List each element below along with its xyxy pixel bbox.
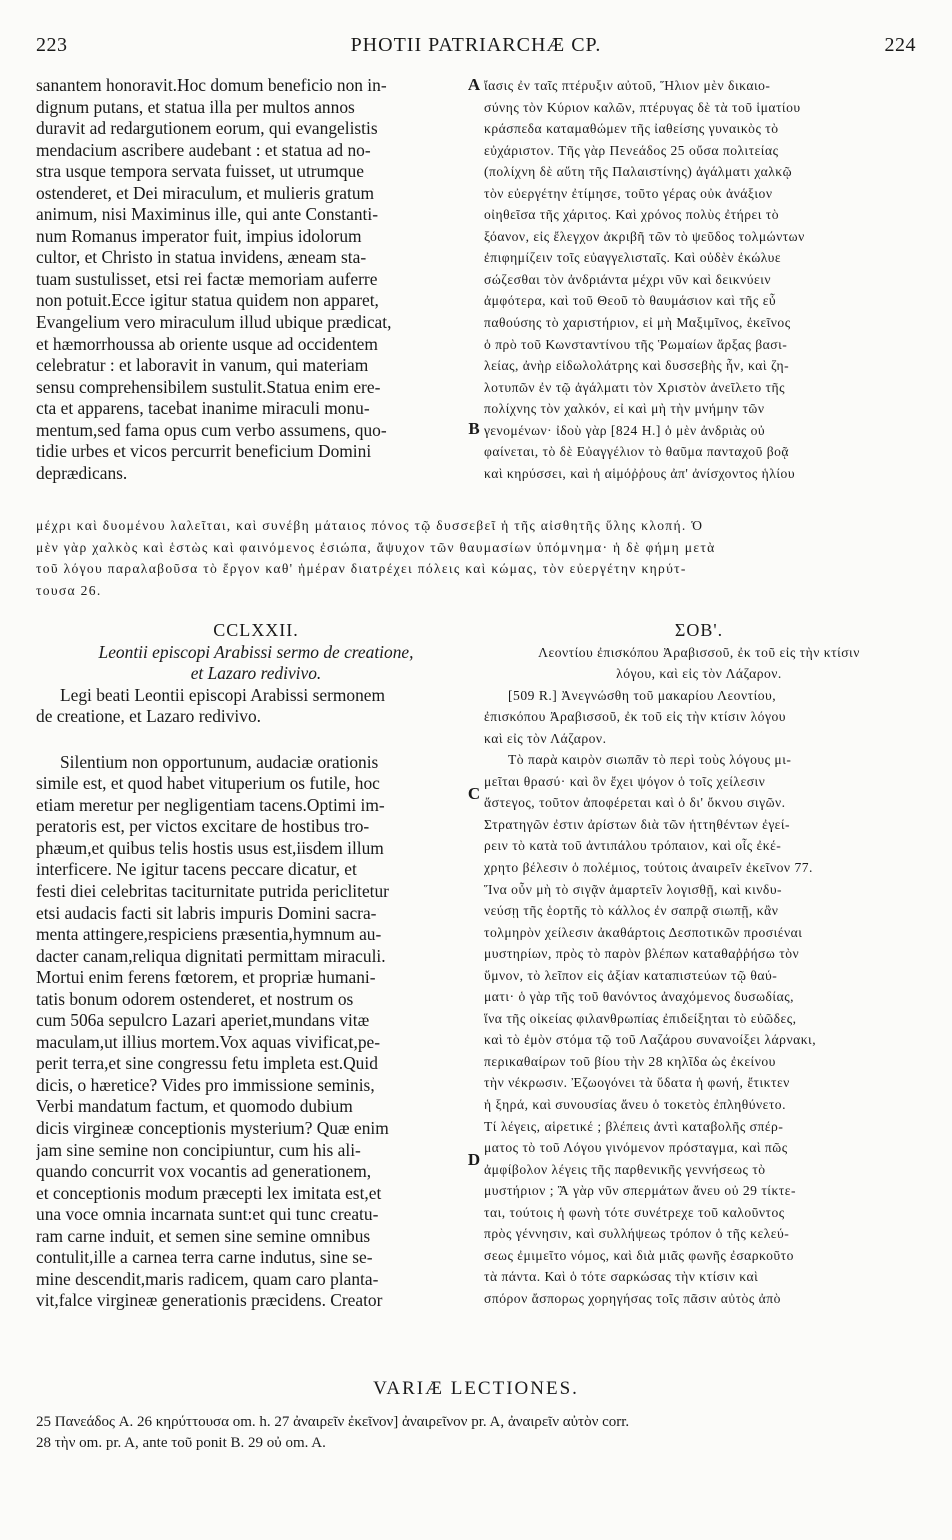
latin-line: perit terra,et sine congressu fetu impleta est.Quid bbox=[36, 1053, 378, 1074]
greek-line: μεῖται θρασύ· καὶ ὃν ἔχει ψόγον ὁ τοῖς χείλεσιν bbox=[484, 773, 766, 789]
greek-line: μυστήριον ; Ἃ γὰρ νῦν σπερμάτων ἄνευ οὐ 29 τίκτε- bbox=[484, 1183, 796, 1199]
greek-line: Τὸ παρὰ καιρὸν σιωπᾶν τὸ περὶ τοὺς λόγους μι- bbox=[508, 752, 792, 768]
latin-chapter-subtitle: et Lazaro redivivo. bbox=[190, 663, 322, 684]
latin-line: dignum putans, et statua illa per multos annos bbox=[36, 96, 355, 117]
greek-intro-line: [509 R.] Ἀνεγνώσθη τοῦ μακαρίου Λεοντίου, bbox=[508, 687, 777, 703]
greek-line: ἄστεγος, τοῦτον ἀποφέρεται καὶ ὁ δι' ὄκνου σιγῶν. bbox=[484, 795, 786, 811]
greek-line: σεως ἐμιμεῖτο νόμος, καὶ διὰ μιᾶς φωνῆς ἐσαρκοῦτο bbox=[484, 1247, 794, 1263]
greek-line: σώζεσθαι τὸν ἀνδριάντα μέχρι νῦν καὶ δεικνύειν bbox=[484, 271, 772, 287]
latin-line: mendacium ascribere audebant : et statua ad no- bbox=[36, 139, 371, 160]
latin-line: tidie urbes et vicos percurrit beneficium Domini bbox=[36, 441, 372, 462]
latin-line: jam sine semine non concipiuntur, cum his ali- bbox=[36, 1139, 361, 1160]
greek-full-line: τουσα 26. bbox=[36, 582, 102, 598]
latin-chapter-heading: CCLXXII. bbox=[213, 620, 299, 640]
column-marker-d: D bbox=[467, 1150, 481, 1169]
latin-line: Mortui enim ferens fœtorem, et propriæ humani- bbox=[36, 967, 376, 988]
greek-line: καὶ κηρύσσει, καὶ ἡ αἱμόῤῥους ἀπ' ἀνίσχοντος ἡλίου bbox=[484, 465, 796, 481]
greek-line: (πολίχνη δὲ αὕτη τῆς Παλαιστίνης) ἀγάλματι χαλκῷ bbox=[484, 164, 793, 180]
greek-line: φαίνεται, τὸ δὲ Εὐαγγέλιον τὸ θαῦμα πανταχοῦ βοᾷ bbox=[484, 444, 790, 460]
latin-line: festi diei celebritas taciturnitate putrida periclitetur bbox=[36, 881, 389, 902]
greek-line: ματος τὸ τοῦ Λόγου γινόμενον πρόσταγμα, καὶ πῶς bbox=[484, 1140, 788, 1156]
greek-full-line: τοῦ λόγου παραλαβοῦσα τὸ ἔργον καθ' ἡμέραν διατρέχει πόλεις καὶ κώμας, τὸν εὐεργέτην κηρύτ- bbox=[36, 561, 687, 577]
greek-line: λοτυπῶν ἐν τῷ ἀγάλματι τὸν Χριστὸν ἀνεῖλετο τῆς bbox=[484, 379, 786, 395]
latin-line: dicis virgineæ conceptionis mysterium? Quæ enim bbox=[36, 1118, 389, 1139]
latin-line: sensu comprehensibilem sustulit.Statua enim ere- bbox=[36, 376, 381, 397]
greek-intro-line: καὶ εἰς τὸν Λάζαρον. bbox=[484, 730, 607, 746]
latin-chapter-subtitle: Leontii episcopi Arabissi sermo de creatione, bbox=[98, 641, 414, 662]
latin-line: duravit ad redargutionem eorum, qui evangelistis bbox=[36, 118, 378, 139]
greek-line: ἐπιφημίζειν τοῖς εὐαγγελισταῖς. Καὶ οὐδὲν ἐκώλυε bbox=[484, 250, 782, 266]
latin-line: animum, nisi Maximinus ille, qui ante Constanti- bbox=[36, 204, 378, 225]
greek-column-top bbox=[484, 75, 914, 484]
latin-line: cum 506a sepulcro Lazari aperiet,mundans vitæ bbox=[36, 1010, 370, 1031]
greek-line: τολμηρὸν χείλεσιν ἀκαθάρτοις Δεσποτικῶν προσιέναι bbox=[484, 924, 803, 940]
page-header bbox=[36, 34, 916, 62]
latin-line: Silentium non opportunum, audaciæ orationis bbox=[60, 751, 379, 772]
latin-line: dicis, o hæretice? Vides pro immissione seminis, bbox=[36, 1074, 375, 1095]
latin-line: Evangelium vero miraculum illud ubique prædicat, bbox=[36, 312, 392, 333]
latin-line: etiam meretur per negligentiam tacens.Optimi im- bbox=[36, 794, 385, 815]
latin-line: mine descendit,maris radicem, quam caro planta- bbox=[36, 1268, 379, 1289]
greek-line: χρητο βέλεσιν ὁ πολέμιος, τούτοις ἀναιρεῖν ἐκεῖνον 77. bbox=[484, 860, 813, 876]
latin-line: una voce omnia incarnata sunt:et qui tunc creatu- bbox=[36, 1204, 379, 1225]
column-marker-c: C bbox=[467, 784, 481, 803]
latin-line: Verbi mandatum factum, et quomodo dubium bbox=[36, 1096, 353, 1117]
greek-column-bottom bbox=[484, 620, 914, 1310]
greek-line: Στρατηγῶν ἐστιν ἀρίστων διὰ τῶν ἡττηθέντων ἐγεί- bbox=[484, 816, 791, 832]
greek-line: σπόρον ἄσπορως χορηγήσας τοῖς πᾶσιν αὐτὸς ἀπὸ bbox=[484, 1290, 781, 1306]
latin-line: ram carne induit, et semen sine semine omnibus bbox=[36, 1225, 371, 1246]
greek-line: ὕμνον, τὸ λεῖπον εἰς ἀξίαν καταπιστεύων τῷ θαύ- bbox=[484, 967, 778, 983]
latin-line: dacter canam,reliqua dignitati permittam miraculi. bbox=[36, 945, 386, 966]
latin-line: cta et apparens, tacebat inanime miraculi monu- bbox=[36, 398, 370, 419]
latin-line: quando concurrit vox vocantis ad generationem, bbox=[36, 1161, 372, 1182]
latin-line: num Romanus imperator fuit, impius idolorum bbox=[36, 225, 362, 246]
greek-line: γενομένων· ἰδοὺ γὰρ [824 H.] ὁ μὲν ἀνδριὰς οὐ bbox=[484, 422, 766, 438]
latin-line: vit,falce virgineæ generationis præcidens. Creator bbox=[36, 1290, 383, 1311]
latin-intro-line: Legi beati Leontii episcopi Arabissi sermonem bbox=[60, 684, 386, 705]
greek-intro-line: ἐπισκόπου Ἀραβισσοῦ, ἐκ τοῦ εἰς τὴν κτίσιν λόγου bbox=[484, 709, 787, 725]
greek-line: ρειν τὸ κατὰ τοῦ ἀντιπάλου τρόπαιον, καὶ οἷς ἐκέ- bbox=[484, 838, 782, 854]
greek-line: σύνης τὸν Κύριον καλῶν, πτέρυγας δὲ τὰ τοῦ ἱματίου bbox=[484, 99, 801, 115]
greek-full-width-block bbox=[36, 515, 916, 601]
latin-line: ostenderet, et Dei miraculum, et mulieris gratum bbox=[36, 182, 375, 203]
greek-line: πρὸς γέννησιν, καὶ συλλήψεως τρόπον ὁ τῆς κελεύ- bbox=[484, 1226, 790, 1242]
greek-line: μυστηρίων, πρὸς τὸ παρὸν βλέπων καταθαῤῥήσω τὸν bbox=[484, 946, 800, 962]
latin-line: phæum,et quibus telis hostis usus est,iisdem illum bbox=[36, 837, 384, 858]
latin-intro-line: de creatione, et Lazaro redivivo. bbox=[36, 706, 261, 727]
latin-line: non potuit.Ecce igitur statua quidem non apparet, bbox=[36, 290, 379, 311]
latin-line: et conceptionis modum præcepti lex imitata est,et bbox=[36, 1182, 382, 1203]
page-number-right: 224 bbox=[884, 34, 916, 56]
greek-line: ξόανον, εἰς ἔλεγχον ἀκριβῆ τῶν τὸ ψεῦδος τολμώντων bbox=[484, 228, 805, 244]
latin-line: peratoris est, per victos excitare de hostibus tro- bbox=[36, 816, 370, 837]
running-title: PHOTII PATRIARCHÆ CP. bbox=[350, 34, 602, 56]
greek-line: ἡ ξηρά, καὶ συνουσίας ἄνευ ὁ τοκετὸς ἐπληθύνετο. bbox=[484, 1097, 786, 1113]
latin-line: celebratur : et laboravit in vanum, qui materiam bbox=[36, 355, 369, 376]
greek-line: λείας, ἀνὴρ εἰδωλολάτρης καὶ δυσσεβὴς ἦν, καὶ ζη- bbox=[484, 358, 790, 374]
latin-line: maculam,ut illius mortem.Vox aquas vivificat,pe- bbox=[36, 1031, 381, 1052]
latin-line: sanantem honoravit.Hoc domum beneficio non in- bbox=[36, 75, 387, 95]
variant-reading-line: 28 τὴν om. pr. A, ante τοῦ ponit B. 29 οὐ om. A. bbox=[36, 1435, 326, 1451]
latin-line: tatis bonum odorem ostenderet, et nostrum os bbox=[36, 988, 354, 1009]
greek-line: Τί λέγεις, αἱρετικέ ; βλέπεις ἀντὶ καταβολῆς σπέρ- bbox=[484, 1118, 784, 1134]
column-marker-b: B bbox=[468, 419, 480, 438]
latin-line: cultor, et Christo in statua invidens, æneam sta- bbox=[36, 247, 367, 268]
greek-line: τὴν νέκρωσιν. Ἐζωογόνει τὰ ὕδατα ἡ φωνή, ἔτικτεν bbox=[484, 1075, 790, 1091]
greek-line: παθούσης τὸ χαριστήριον, εἰ μὴ Μαξιμῖνος, ἐκεῖνος bbox=[484, 315, 791, 331]
greek-line: ἵνα τῆς οἰκείας φιλανθρωπίας ἐπιδείξηται τὸ εὐῶδες, bbox=[484, 1010, 797, 1026]
greek-full-line: μέχρι καὶ δυομένου λαλεῖται, καὶ συνέβη μάταιος πόνος τῷ δυσσεβεῖ ἡ τῆς αἰσθητῆς ὕλης κλοπή. Ὁ bbox=[36, 518, 704, 533]
latin-line: interficere. Ne igitur tacens peccare dicatur, et bbox=[36, 859, 357, 880]
greek-chapter-heading: ΣΟΒ'. bbox=[674, 620, 724, 640]
greek-line: τὸν εὐεργέτην ἐτίμησε, τοῦτο γέρας οὐκ ἀνάξιον bbox=[484, 185, 773, 201]
variae-lectiones-notes bbox=[36, 1412, 916, 1454]
greek-line: οἰηθεῖσα τῆς χάριτος. Καὶ χρόνος πολὺς ἐτήρει τὸ bbox=[484, 207, 780, 223]
greek-line: νεύσῃ τῆς ἑορτῆς τὸ κάλλος ἐν σαπρᾷ σιωπῇ, κἂν bbox=[484, 903, 779, 919]
latin-line: mentum,sed fama opus cum verbo assumens, quo- bbox=[36, 419, 387, 440]
greek-line: Ἵνα οὖν μὴ τὸ σιγᾷν ἁμαρτεῖν λογισθῇ, καὶ κινδυ- bbox=[484, 881, 783, 897]
latin-line: stra usque tempora servata fuisset, ut utrumque bbox=[36, 161, 364, 182]
column-marker-a: A bbox=[467, 75, 481, 94]
greek-line: ματι· ὁ γὰρ τῆς τοῦ θανόντος ἀναχόμενος δυσωδίας, bbox=[484, 989, 794, 1005]
latin-line: et hæmorrhoussa ab oriente usque ad occidentem bbox=[36, 333, 378, 354]
greek-line: ται, τούτοις ἡ φωνὴ τότε συνέτρεχε τοῦ καλοῦντος bbox=[484, 1204, 785, 1220]
latin-column-top bbox=[36, 75, 476, 484]
variae-lectiones-title: VARIÆ LECTIONES. bbox=[373, 1378, 579, 1399]
greek-line: ἀμφίβολον λέγεις τῆς παρθενικῆς γεννήσεως τὸ bbox=[484, 1161, 766, 1177]
latin-line: contulit,ille a carnea terra carne indutus, sine se- bbox=[36, 1247, 373, 1268]
variant-reading-line: 25 Πανεάδος A. 26 κηρύττουσα om. h. 27 ἀναιρεῖν ἐκεῖνον] ἀναιρεῖνον pr. A, ἀναιρεῖν αὐτὸν corr. bbox=[36, 1414, 630, 1430]
greek-line: ἀμφότερα, καὶ τοῦ Θεοῦ τὸ θαυμάσιον καὶ τῆς εὖ bbox=[484, 293, 777, 309]
latin-line: tuam sustulisset, etsi rei factæ memoriam auferre bbox=[36, 268, 378, 289]
latin-line: simile est, et quod habet vituperium os futile, hoc bbox=[36, 773, 380, 794]
greek-line: ἴασις ἐν ταῖς πτέρυξιν αὐτοῦ, Ἥλιον μὲν δικαιο- bbox=[484, 78, 771, 93]
greek-chapter-subtitle: Λεοντίου ἐπισκόπου Ἀραβισσοῦ, ἐκ τοῦ εἰς τὴν κτίσιν bbox=[538, 644, 860, 660]
latin-line: menta attingere,respiciens præsentia,hymnum au- bbox=[36, 924, 382, 945]
greek-line: ὁ πρὸ τοῦ Κωνσταντίνου τῆς Ῥωμαίων ἄρξας βασι- bbox=[484, 336, 788, 352]
greek-full-line: μὲν γὰρ χαλκὸς καὶ ἑστὼς καὶ φαινόμενος ἐσιώπα, ἄψυχον τῶν θαυμασίων ὑπόμνημα· ἡ δὲ φήμη μετὰ bbox=[36, 539, 716, 555]
greek-line: εὐχάριστον. Τῆς γὰρ Πενεάδος 25 οὔσα πολιτείας bbox=[484, 142, 779, 158]
page-number-left: 223 bbox=[36, 34, 68, 56]
latin-line: deprædicans. bbox=[36, 462, 128, 483]
greek-line: καὶ τὸ ἐμὸν στόμα τῷ τοῦ Λαζάρου συνανοίξει λάρνακι, bbox=[484, 1032, 817, 1048]
greek-chapter-subtitle: λόγου, καὶ εἰς τὸν Λάζαρον. bbox=[616, 666, 782, 682]
greek-line: τὰ πάντα. Καὶ ὁ τότε σαρκώσας τὴν κτίσιν καὶ bbox=[484, 1269, 759, 1285]
greek-line: περικαθαίρων τοῦ βίου τὴν 28 κηλῖδα ὡς ἐκείνου bbox=[484, 1053, 776, 1069]
latin-line: etsi audacis facti sit labris impuris Domini sacra- bbox=[36, 902, 377, 923]
greek-line: πολίχνης τὸν χαλκόν, εἰ καὶ μὴ τὴν μνήμην τῶν bbox=[484, 401, 765, 417]
greek-line: κράσπεδα καταμαθώμεν τῆς ἰαθείσης γυναικὸς τὸ bbox=[484, 121, 779, 137]
latin-column-bottom bbox=[36, 620, 476, 1312]
